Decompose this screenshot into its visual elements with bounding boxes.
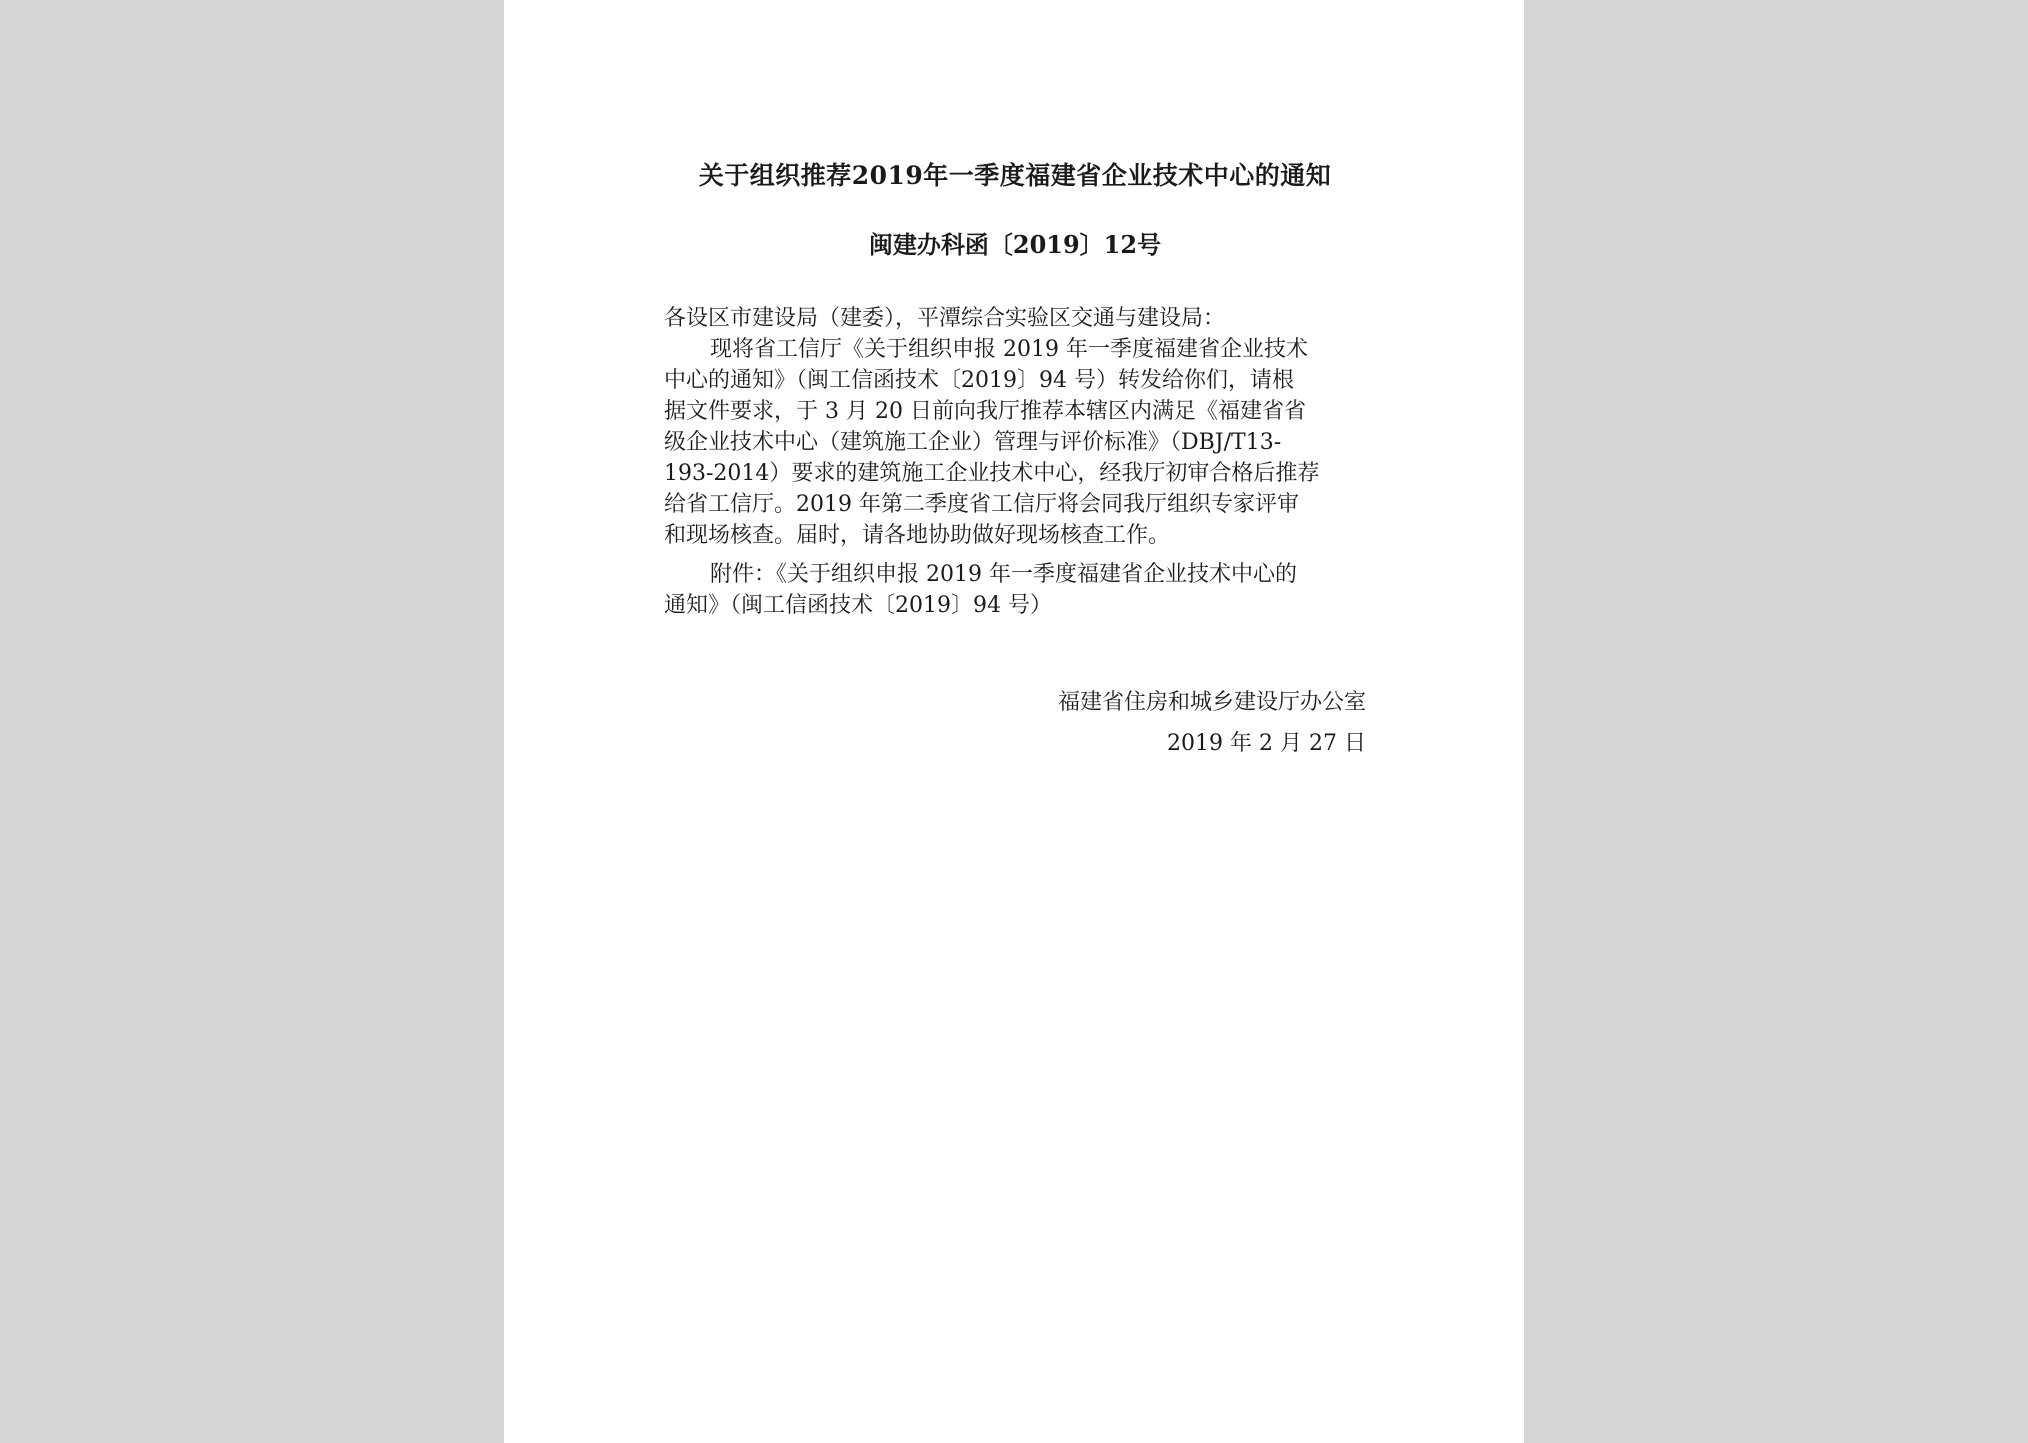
attachment-line: 通知》（闽工信函技术〔2019〕94 号）: [664, 593, 1052, 618]
paragraph-line: 现将省工信厅《关于组织申报 2019 年一季度福建省企业技术: [710, 337, 1308, 362]
paragraph-line: 级企业技术中心（建筑施工企业）管理与评价标准》（DBJ/T13-: [664, 430, 1282, 455]
paragraph-line: 和现场核查。届时，请各地协助做好现场核查工作。: [664, 523, 1171, 548]
signature-org: 福建省住房和城乡建设厅办公室: [1057, 690, 1366, 715]
paragraph-line: 193-2014）要求的建筑施工企业技术中心，经我厅初审合格后推荐: [664, 461, 1320, 486]
signature-date: 2019 年 2 月 27 日: [1167, 731, 1366, 756]
document-body: [664, 303, 1366, 621]
document-title: 关于组织推荐2019年一季度福建省企业技术中心的通知: [698, 161, 1332, 190]
paragraph-line: 给省工信厅。2019 年第二季度省工信厅将会同我厅组织专家评审: [664, 492, 1299, 517]
signature-block: [664, 682, 1366, 764]
paragraph-line: 中心的通知》（闽工信函技术〔2019〕94 号）转发给你们，请根: [664, 368, 1294, 393]
document-number: 闽建办科函〔2019〕12号: [868, 230, 1162, 259]
attachment-line: 附件：《关于组织申报 2019 年一季度福建省企业技术中心的: [710, 562, 1297, 587]
document-page: [504, 0, 1524, 1443]
paragraph-line: 据文件要求，于 3 月 20 日前向我厅推荐本辖区内满足《福建省省: [664, 399, 1306, 424]
addressee: 各设区市建设局（建委），平潭综合实验区交通与建设局：: [664, 306, 1226, 331]
